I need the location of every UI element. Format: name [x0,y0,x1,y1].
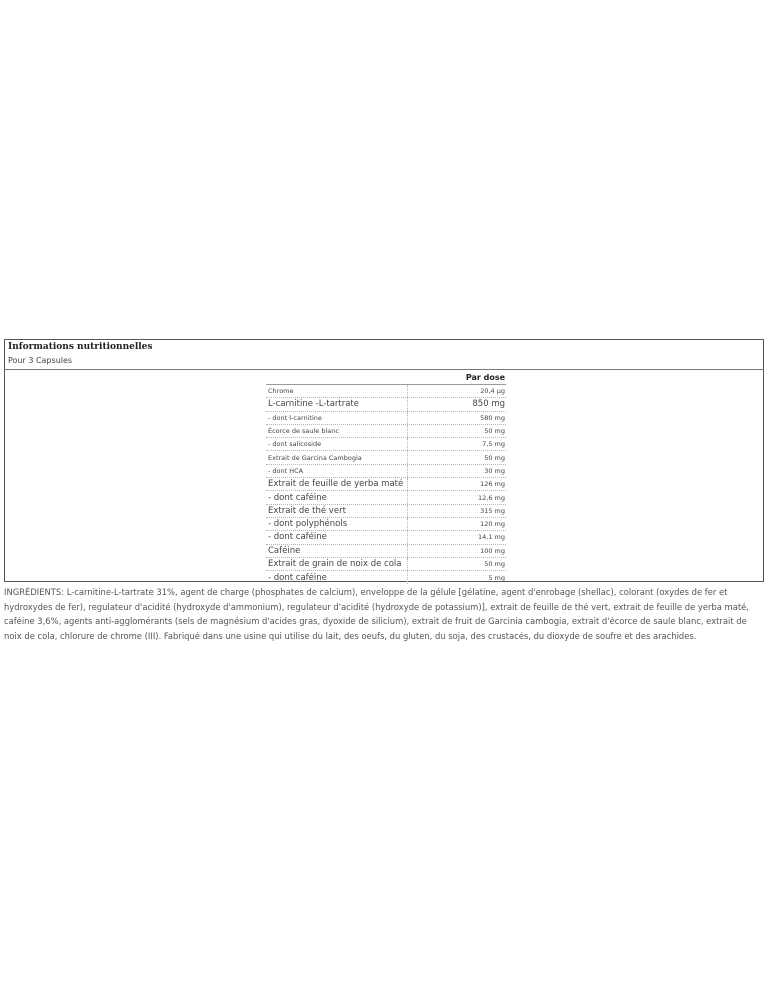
nutrient-name: L-carnitine -L-tartrate [266,398,408,410]
nutrient-value: 50 mg [484,453,505,462]
table-row [266,571,506,584]
table-row [266,438,506,451]
table-row [266,465,506,478]
nutrient-value: 850 mg [472,399,505,410]
nutrient-name: - dont HCA [266,465,408,477]
table-row [266,412,506,425]
table-row [266,518,506,531]
nutrient-value: 120 mg [480,520,505,529]
nutrient-value: 100 mg [480,546,505,555]
column-header-per-dose: Par dose [465,373,505,382]
table-row [266,398,506,411]
table-row [266,558,506,571]
nutrient-value: 126 mg [480,480,505,489]
nutrition-table [266,371,506,584]
table-row [266,451,506,464]
nutrient-name: - dont caféine [266,531,408,543]
nutrition-title: Informations nutritionnelles [8,342,153,352]
table-row [266,478,506,491]
serving-size: Pour 3 Capsules [8,356,73,365]
table-row [266,385,506,398]
table-row [266,545,506,558]
nutrient-name: Extrait de grain de noix de cola [266,558,408,570]
nutrient-name: - dont polyphénols [266,518,408,530]
nutrient-name: - dont l-carnitine [266,412,408,424]
nutrient-name: Extrait de feuille de yerba maté [266,478,408,490]
nutrient-value: 7,5 mg [482,440,505,449]
nutrition-panel [4,339,764,582]
nutrient-name: Caféine [266,545,408,557]
nutrient-name: - dont caféine [266,571,408,584]
nutrient-value: 315 mg [480,506,505,515]
nutrient-value: 50 mg [484,560,505,568]
nutrient-value: 20,4 µg [480,387,505,396]
nutrient-value: 5 mg [488,573,505,582]
table-row [266,425,506,438]
table-row [266,531,506,544]
nutrient-value: 50 mg [484,427,505,436]
table-header [266,371,506,385]
nutrient-value: 30 mg [484,466,505,475]
nutrient-name: Écorce de saule blanc [266,425,408,437]
ingredients-text: INGRÉDIENTS: L-carnitine-L-tartrate 31%, agent de charge (phosphates de calcium), enveloppe de la gélule [gélatine, agent d'enrobage (shellac), colorant (oxydes de fer et hydroxydes de fer), regulateur d'acidité (hydroxyde d'ammonium), regulateur d'acidité (hydroxyde de potassium)], extrait de feuille de thé vert, extrait de feuille de yerba maté, caféine 3,6%, agents anti-agglomérants (sels de magnésium d'acides gras, dyoxide de silicium), extrait de fruit de Garcinia cambogia, extrait d'écorce de saule blanc, extrait de noix de cola, chlorure de chrome (III). Fabriqué dans une usine qui utilise du lait, des oeufs, du gluten, du soja, des crustacés, du dioxyde de soufre et des arachides. [4,587,749,641]
nutrient-value: 12,6 mg [478,493,505,502]
nutrient-name: - dont caféine [266,491,408,503]
table-row [266,505,506,518]
nutrient-value: 580 mg [480,413,505,422]
nutrient-value: 14,1 mg [478,533,505,542]
table-row [266,491,506,504]
nutrient-name: Extrait de thé vert [266,505,408,517]
divider [5,369,763,370]
nutrient-name: - dont salicoside [266,438,408,450]
nutrient-name: Extrait de Garcina Cambogia [266,451,408,463]
nutrient-name: Chrome [266,385,408,397]
